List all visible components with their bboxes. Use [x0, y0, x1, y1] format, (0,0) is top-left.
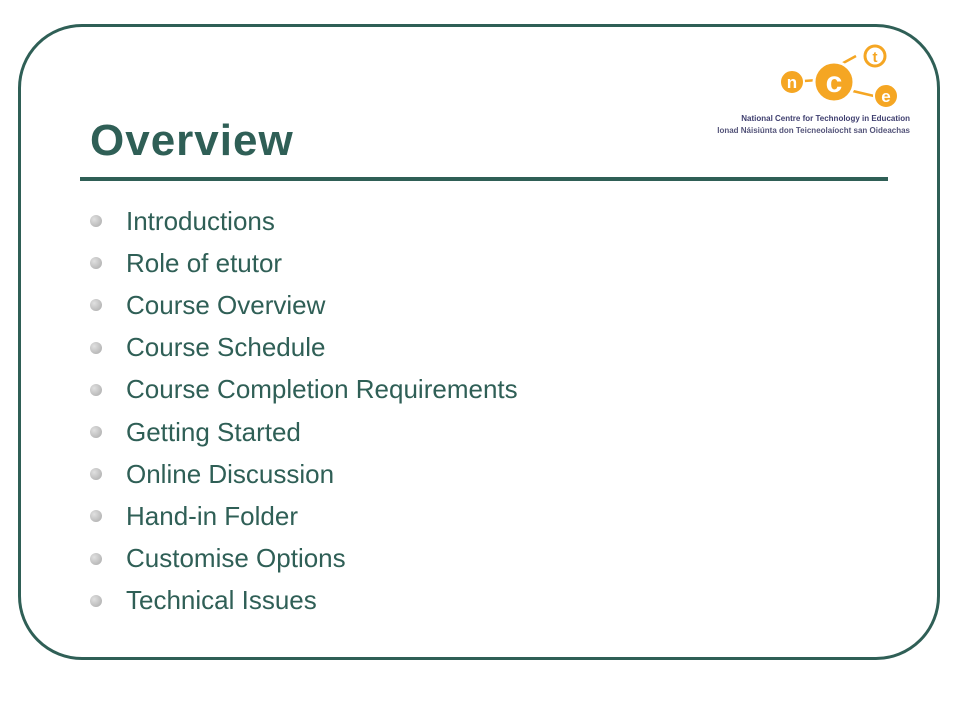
ncte-logo-mark — [770, 40, 900, 112]
bullet-dot-icon — [90, 257, 102, 269]
bullet-text: Course Completion Requirements — [126, 374, 518, 405]
bullet-item — [90, 453, 518, 495]
bullet-item — [90, 411, 518, 453]
bullet-text: Technical Issues — [126, 585, 317, 616]
bullet-dot-icon — [90, 426, 102, 438]
bullet-list — [90, 200, 518, 622]
logo-line-english: National Centre for Technology in Education — [741, 114, 910, 123]
bullet-text: Online Discussion — [126, 458, 335, 489]
bullet-item — [90, 200, 518, 242]
bullet-item — [90, 242, 518, 284]
bullet-text: Hand-in Folder — [126, 500, 298, 531]
bullet-dot-icon — [90, 384, 102, 396]
logo-letter-n: n — [786, 73, 798, 92]
bullet-text: Role of etutor — [126, 247, 283, 278]
logo-line-irish: Ionad Náisiúnta don Teicneolaíocht san Oideachas — [717, 126, 910, 135]
bullet-dot-icon — [90, 595, 102, 607]
bullet-text: Course Schedule — [126, 332, 326, 363]
bullet-item — [90, 580, 518, 622]
bullet-dot-icon — [90, 468, 102, 480]
bullet-dot-icon — [90, 215, 102, 227]
bullet-text: Introductions — [126, 205, 275, 236]
bullet-item — [90, 495, 518, 537]
logo-letter-c: c — [825, 66, 843, 99]
logo-letter-e: e — [881, 87, 891, 106]
bullet-dot-icon — [90, 510, 102, 522]
bullet-dot-icon — [90, 553, 102, 565]
bullet-dot-icon — [90, 342, 102, 354]
bullet-item — [90, 369, 518, 411]
bullet-item — [90, 538, 518, 580]
bullet-dot-icon — [90, 299, 102, 311]
bullet-text: Getting Started — [126, 416, 301, 447]
ncte-logo — [690, 40, 910, 140]
logo-letter-t: t — [872, 49, 878, 66]
bullet-item — [90, 284, 518, 326]
slide-title: Overview — [90, 116, 294, 165]
bullet-text: Course Overview — [126, 289, 326, 320]
title-divider — [80, 177, 888, 181]
bullet-item — [90, 327, 518, 369]
bullet-text: Customise Options — [126, 543, 346, 574]
